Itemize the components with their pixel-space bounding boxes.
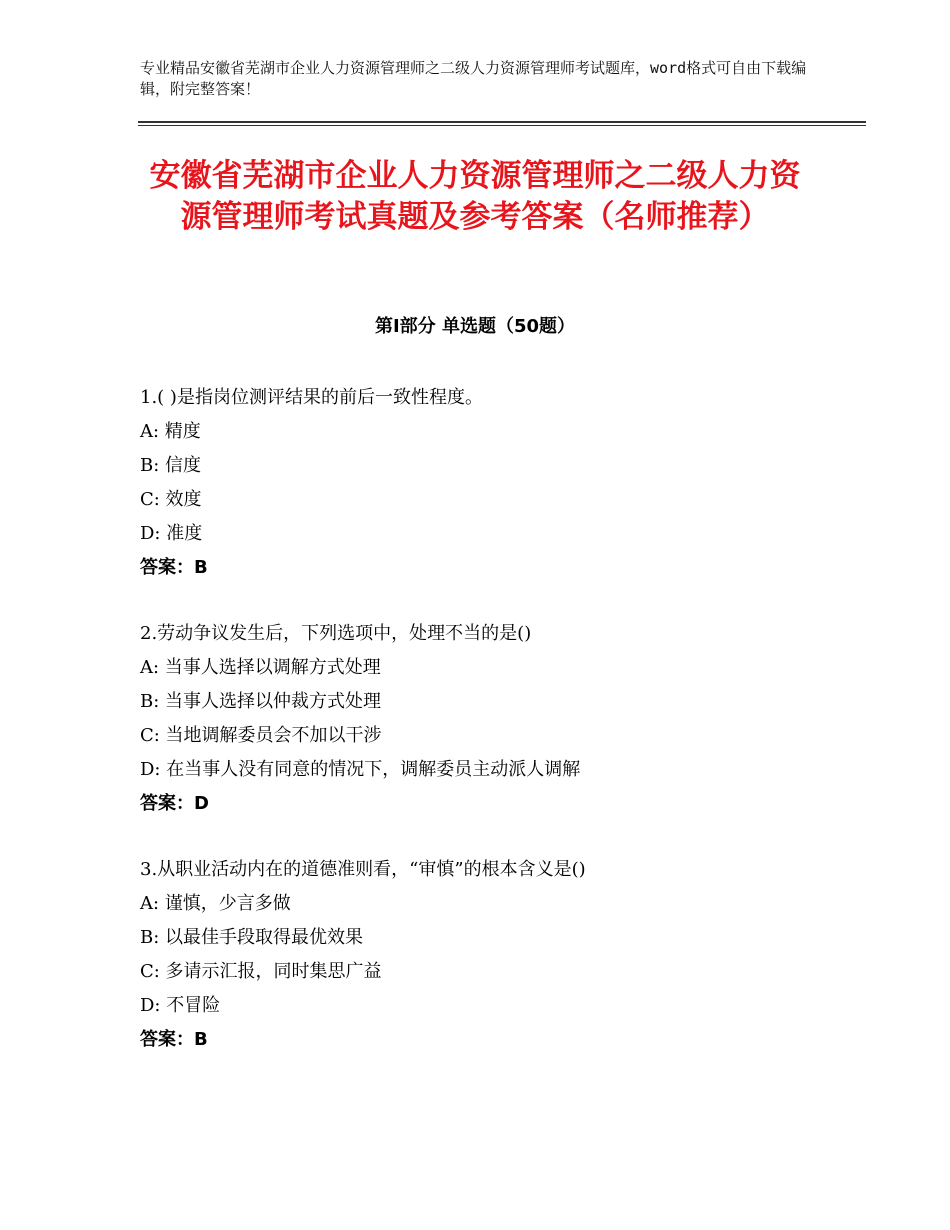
option-d: D: 在当事人没有同意的情况下，调解委员主动派人调解 [140,759,581,780]
question-3 [140,853,840,1057]
option-b: B: 当事人选择以仲裁方式处理 [140,691,382,712]
option-b: B: 以最佳手段取得最优效果 [140,927,364,948]
option-b: B: 信度 [140,455,202,476]
option-d: D: 不冒险 [140,995,221,1016]
answer-line: 答案：B [140,557,208,578]
option-a: A: 谨慎，少言多做 [140,893,291,914]
document-title: 安徽省芜湖市企业人力资源管理师之二级人力资源管理师考试真题及参考答案（名师推荐） [149,158,801,235]
option-d: D: 准度 [140,523,203,544]
answer-line: 答案：B [140,1029,208,1050]
header-divider-thick [138,121,866,123]
question-stem: 1.( )是指岗位测评结果的前后一致性程度。 [140,387,483,408]
option-a: A: 当事人选择以调解方式处理 [140,657,381,678]
option-c: C: 多请示汇报，同时集思广益 [140,961,382,982]
header-note: 专业精品安徽省芜湖市企业人力资源管理师之二级人力资源管理师考试题库，word格式可自由下载编辑，附完整答案！ [140,59,807,98]
question-2 [140,617,840,821]
option-c: C: 当地调解委员会不加以干涉 [140,725,382,746]
option-a: A: 精度 [140,421,201,442]
question-list [140,381,840,1089]
option-c: C: 效度 [140,489,202,510]
section-title: 第Ⅰ部分 单选题（50题） [374,316,575,337]
header-divider-thin [138,125,866,126]
answer-line: 答案：D [140,793,209,814]
question-stem: 2.劳动争议发生后，下列选项中，处理不当的是() [140,623,532,644]
question-stem: 3.从职业活动内在的道德准则看，“审慎”的根本含义是() [140,859,586,880]
question-1 [140,381,840,585]
